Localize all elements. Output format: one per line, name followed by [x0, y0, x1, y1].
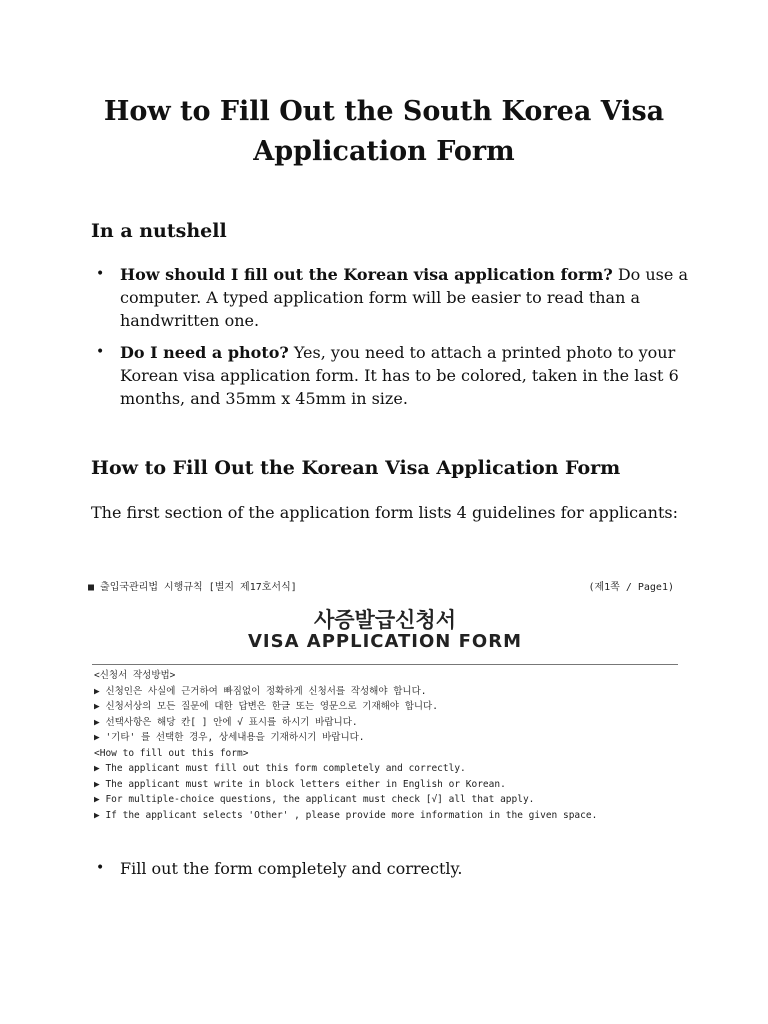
form-page-label: (제1쪽 / Page1)	[588, 582, 674, 593]
form-guideline-line: <How to fill out this form>	[94, 747, 249, 759]
form-guideline-line: ▶ 선택사항은 해당 칸[ ] 안에 √ 표시를 하시기 바랍니다.	[94, 716, 358, 728]
bullet-icon: •	[96, 860, 105, 876]
form-title-english: VISA APPLICATION FORM	[248, 631, 522, 652]
nutshell-list	[91, 263, 691, 410]
form-guideline-line: ▶ If the applicant selects 'Other' , please provide more information in the given space.	[94, 809, 598, 821]
form-guideline-line: ▶ 신청인은 사실에 근거하여 빠짐없이 정확하게 신청서를 작성해야 합니다.	[94, 685, 427, 697]
guideline-summary-list	[91, 857, 691, 880]
form-divider	[92, 664, 678, 665]
form-guideline-line: ▶ For multiple-choice questions, the applicant must check [√] all that apply.	[94, 794, 535, 805]
list-item	[91, 263, 691, 332]
form-guideline-line: ▶ '기타' 를 선택한 경우, 상세내용을 기재하시기 바랍니다.	[94, 732, 365, 743]
section-heading: How to Fill Out the Korean Visa Application Form	[91, 457, 621, 479]
form-regulation-label: ■ 출입국관리법 시행규칙 [별지 제17호서식]	[88, 582, 297, 593]
form-guideline-line: ▶ 신청서상의 모든 질문에 대한 답변은 한글 또는 영문으로 기재해야 합니다.	[94, 701, 438, 712]
form-guideline-line: ▶ The applicant must write in block letters either in English or Korean.	[94, 778, 506, 790]
form-guidelines	[94, 668, 597, 823]
answer-text: Yes, you need to attach a printed photo to your Korean visa application form. It has to be colored, taken in the last 6 months, and 35mm x 45mm in size.	[120, 343, 679, 408]
intro-paragraph: The first section of the application form lists 4 guidelines for applicants:	[91, 503, 679, 522]
page-title	[0, 92, 768, 172]
form-guideline-line: <신청서 작성방법>	[94, 670, 176, 681]
question-text: Do I need a photo?	[120, 343, 289, 362]
bullet-icon: •	[96, 344, 105, 360]
bullet-icon: •	[96, 266, 105, 282]
page-title-line-1: How to Fill Out the South Korea Visa	[103, 96, 665, 127]
question-text: How should I fill out the Korean visa application form?	[120, 265, 613, 284]
form-guideline-line: ▶ The applicant must fill out this form completely and correctly.	[94, 763, 466, 774]
list-item	[91, 341, 691, 410]
list-item-text: Fill out the form completely and correctly.	[120, 859, 463, 878]
nutshell-heading: In a nutshell	[91, 220, 227, 242]
form-title-korean: 사증발급신청서	[313, 608, 456, 632]
visa-form-image	[88, 570, 682, 835]
list-item	[91, 857, 691, 880]
answer-text: Do use a computer. A typed application form will be easier to read than a handwritten one.	[120, 265, 688, 330]
page-title-line-2: Application Form	[253, 136, 515, 167]
